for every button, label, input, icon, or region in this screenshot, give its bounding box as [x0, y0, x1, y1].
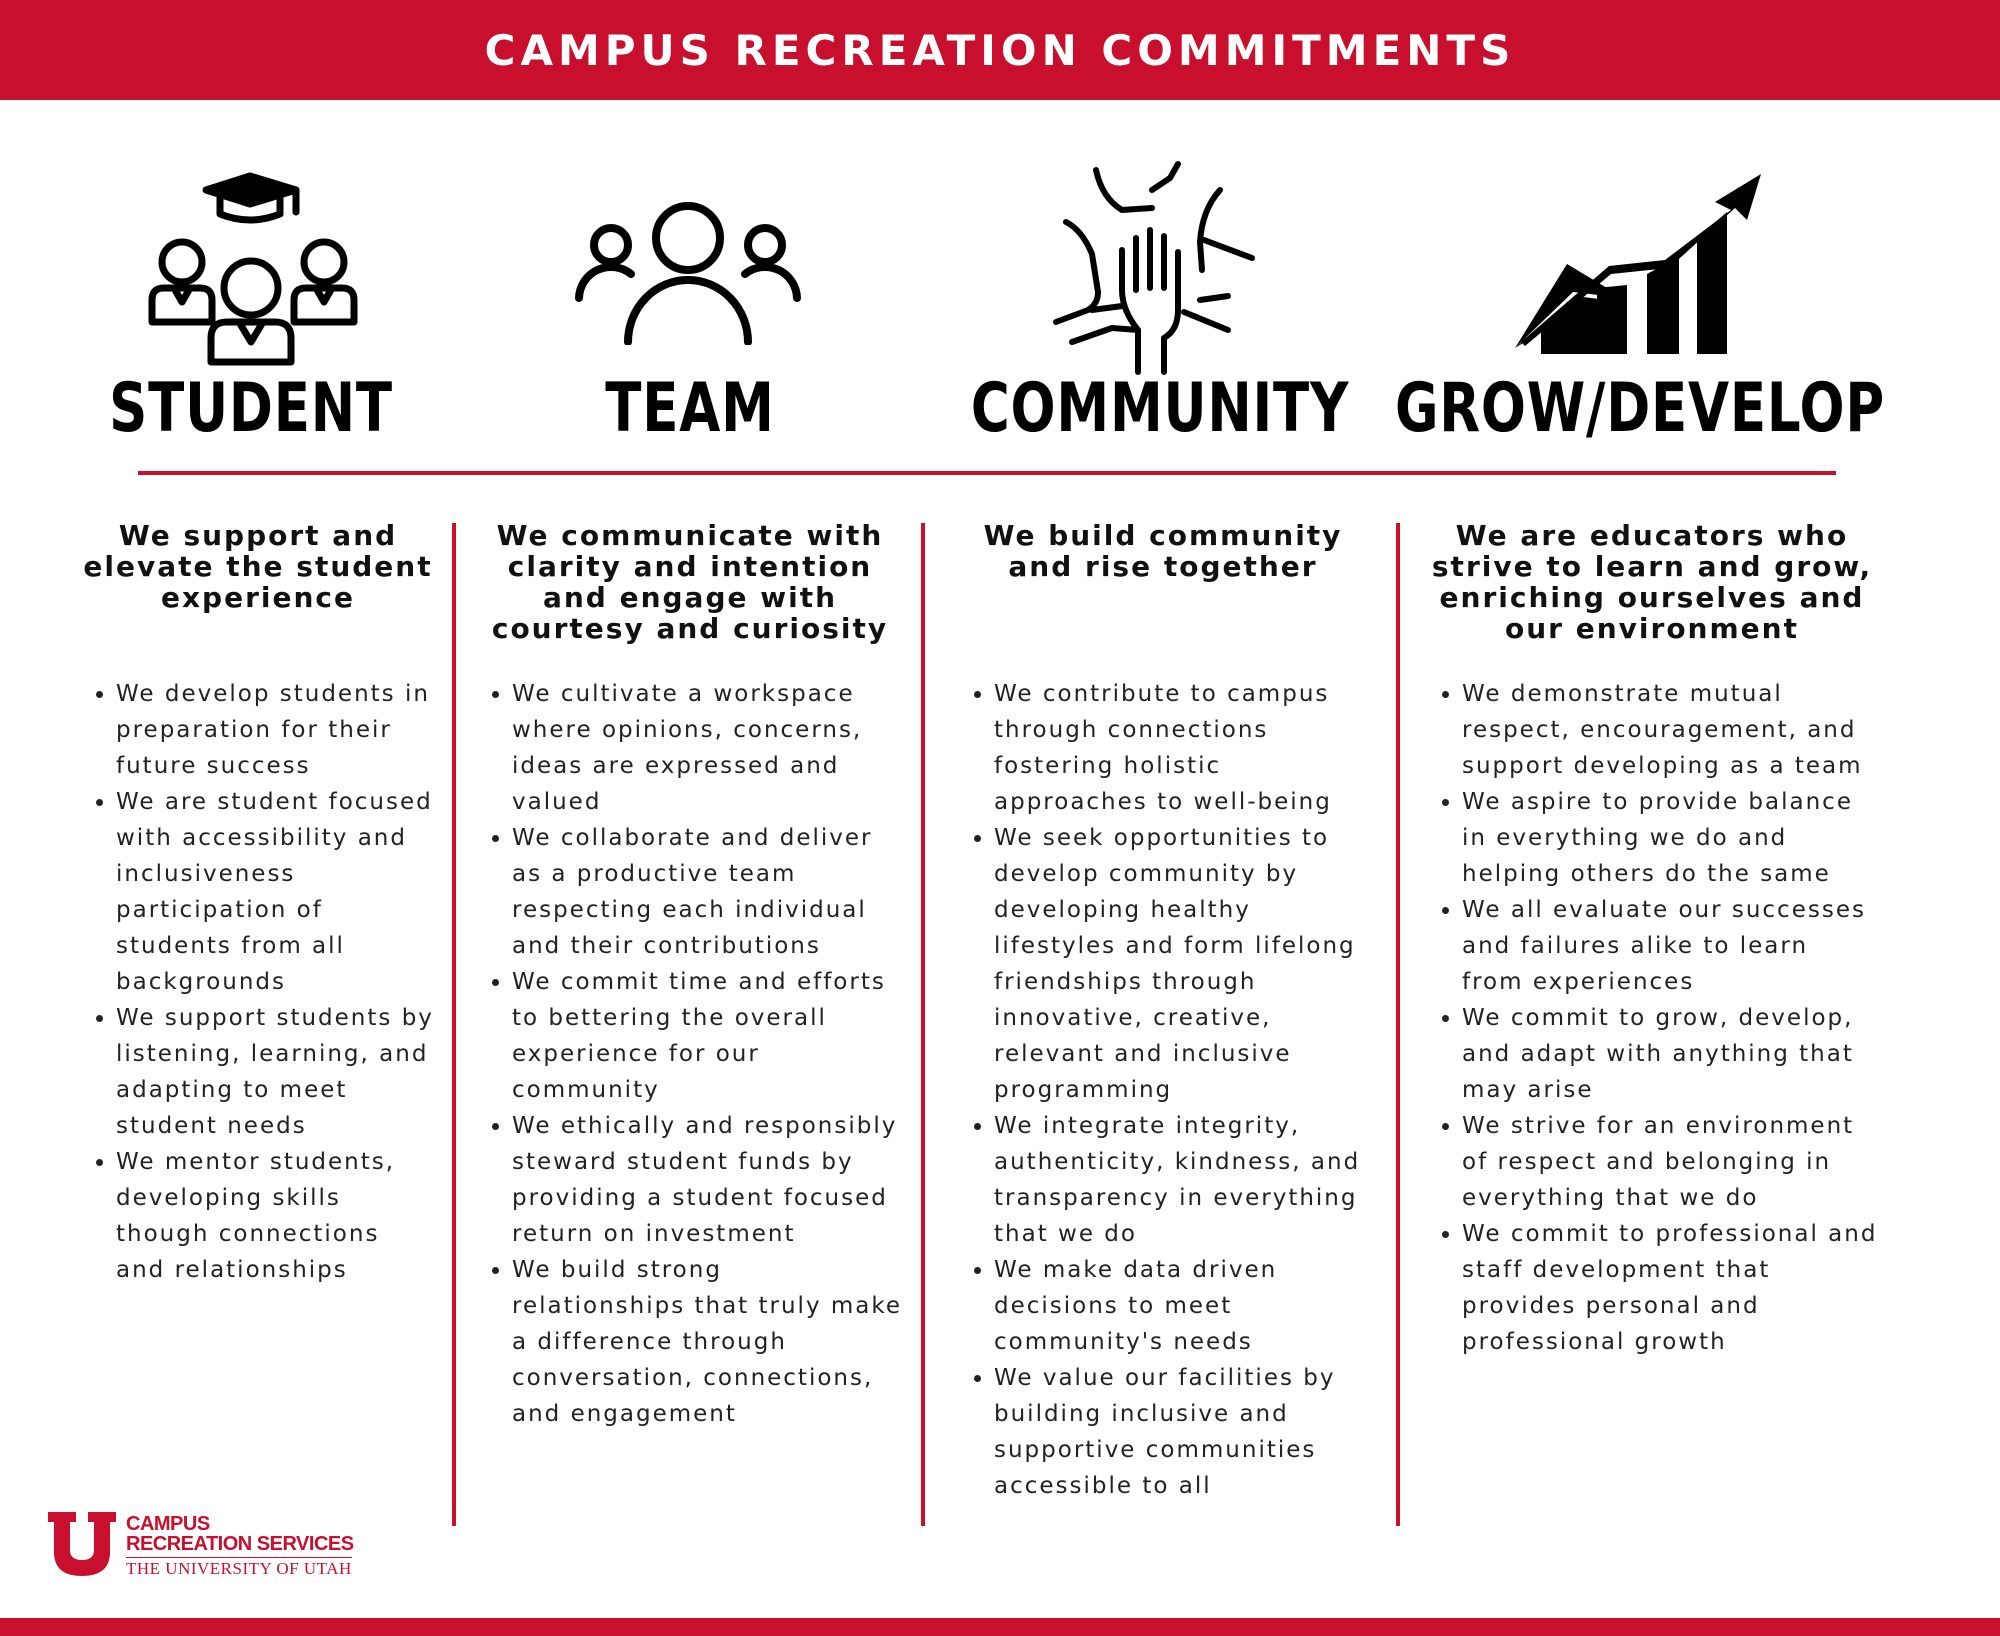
list-item: • We commit time and efforts to bettering the overall experience for our community [512, 964, 904, 1108]
column-divider [1396, 523, 1400, 1526]
block-u-logo-icon [46, 1510, 118, 1578]
bullet-list [958, 676, 1368, 1504]
logo-line-campus: CAMPUS [126, 1513, 210, 1535]
column-team [476, 520, 904, 1432]
team-people-icon [573, 200, 803, 345]
column-student [80, 520, 436, 1288]
column-grow-develop [1426, 520, 1878, 1360]
column-heading: We support and elevate the student experience [83, 519, 433, 614]
list-item: • We collaborate and deliver as a productive team respecting each individual and their contributions [512, 820, 904, 964]
list-item: • We are student focused with accessibility and inclusiveness participation of students from all backgrounds [116, 784, 436, 1000]
list-item: • We make data driven decisions to meet community's needs [994, 1252, 1368, 1360]
list-item: • We strive for an environment of respect and belonging in everything that we do [1462, 1108, 1878, 1216]
column-heading: We are educators who strive to learn and grow, enriching ourselves and our environment [1431, 519, 1873, 645]
category-title-team: TEAM [605, 368, 775, 448]
list-item: • We support students by listening, learning, and adapting to meet student needs [116, 1000, 436, 1144]
list-item: • We build strong relationships that truly make a difference through conversation, connections, and engagement [512, 1252, 904, 1432]
list-item: • We commit to grow, develop, and adapt with anything that may arise [1462, 1000, 1878, 1108]
list-item: • We cultivate a workspace where opinions, concerns, ideas are expressed and valued [512, 676, 904, 820]
bullet-list [476, 676, 904, 1432]
list-item: • We contribute to campus through connections fostering holistic approaches to well-being [994, 676, 1368, 820]
list-item: • We commit to professional and staff development that provides personal and professional growth [1462, 1216, 1878, 1360]
category-title-student: STUDENT [109, 368, 393, 448]
page-title: CAMPUS RECREATION COMMITMENTS [484, 25, 1516, 75]
logo-line-recreation-services: RECREATION SERVICES [126, 1533, 354, 1555]
list-item: • We develop students in preparation for their future success [116, 676, 436, 784]
column-divider [921, 523, 925, 1526]
list-item: • We seek opportunities to develop community by developing healthy lifestyles and form lifelong friendships through innovative, creative, relevant and inclusive programming [994, 820, 1368, 1108]
stacked-hands-icon [1052, 160, 1267, 375]
growth-chart-arrow-icon [1515, 172, 1765, 357]
column-heading: We communicate with clarity and intention and engage with courtesy and curiosity [491, 519, 889, 645]
column-heading: We build community and rise together [983, 519, 1343, 583]
footer-bar [0, 1618, 2000, 1636]
category-title-grow-develop: GROW/DEVELOP [1394, 368, 1886, 448]
category-title-community: COMMUNITY [970, 368, 1350, 448]
list-item: • We aspire to provide balance in everything we do and helping others do the same [1462, 784, 1878, 892]
list-item: • We value our facilities by building inclusive and supportive communities accessible to all [994, 1360, 1368, 1504]
column-community [958, 520, 1368, 1504]
list-item: • We mentor students, developing skills though connections and relationships [116, 1144, 436, 1288]
bullet-list [1426, 676, 1878, 1360]
logo-line-university: THE UNIVERSITY OF UTAH [126, 1559, 352, 1578]
page-header [0, 0, 2000, 100]
graduates-with-cap-icon [148, 170, 358, 370]
column-divider [452, 523, 456, 1526]
bullet-list [80, 676, 436, 1288]
list-item: • We all evaluate our successes and failures alike to learn from experiences [1462, 892, 1878, 1000]
list-item: • We ethically and responsibly steward student funds by providing a student focused return on investment [512, 1108, 904, 1252]
list-item: • We integrate integrity, authenticity, kindness, and transparency in everything that we do [994, 1108, 1368, 1252]
horizontal-divider [138, 471, 1836, 475]
university-logo [46, 1510, 354, 1580]
list-item: • We demonstrate mutual respect, encouragement, and support developing as a team [1462, 676, 1878, 784]
